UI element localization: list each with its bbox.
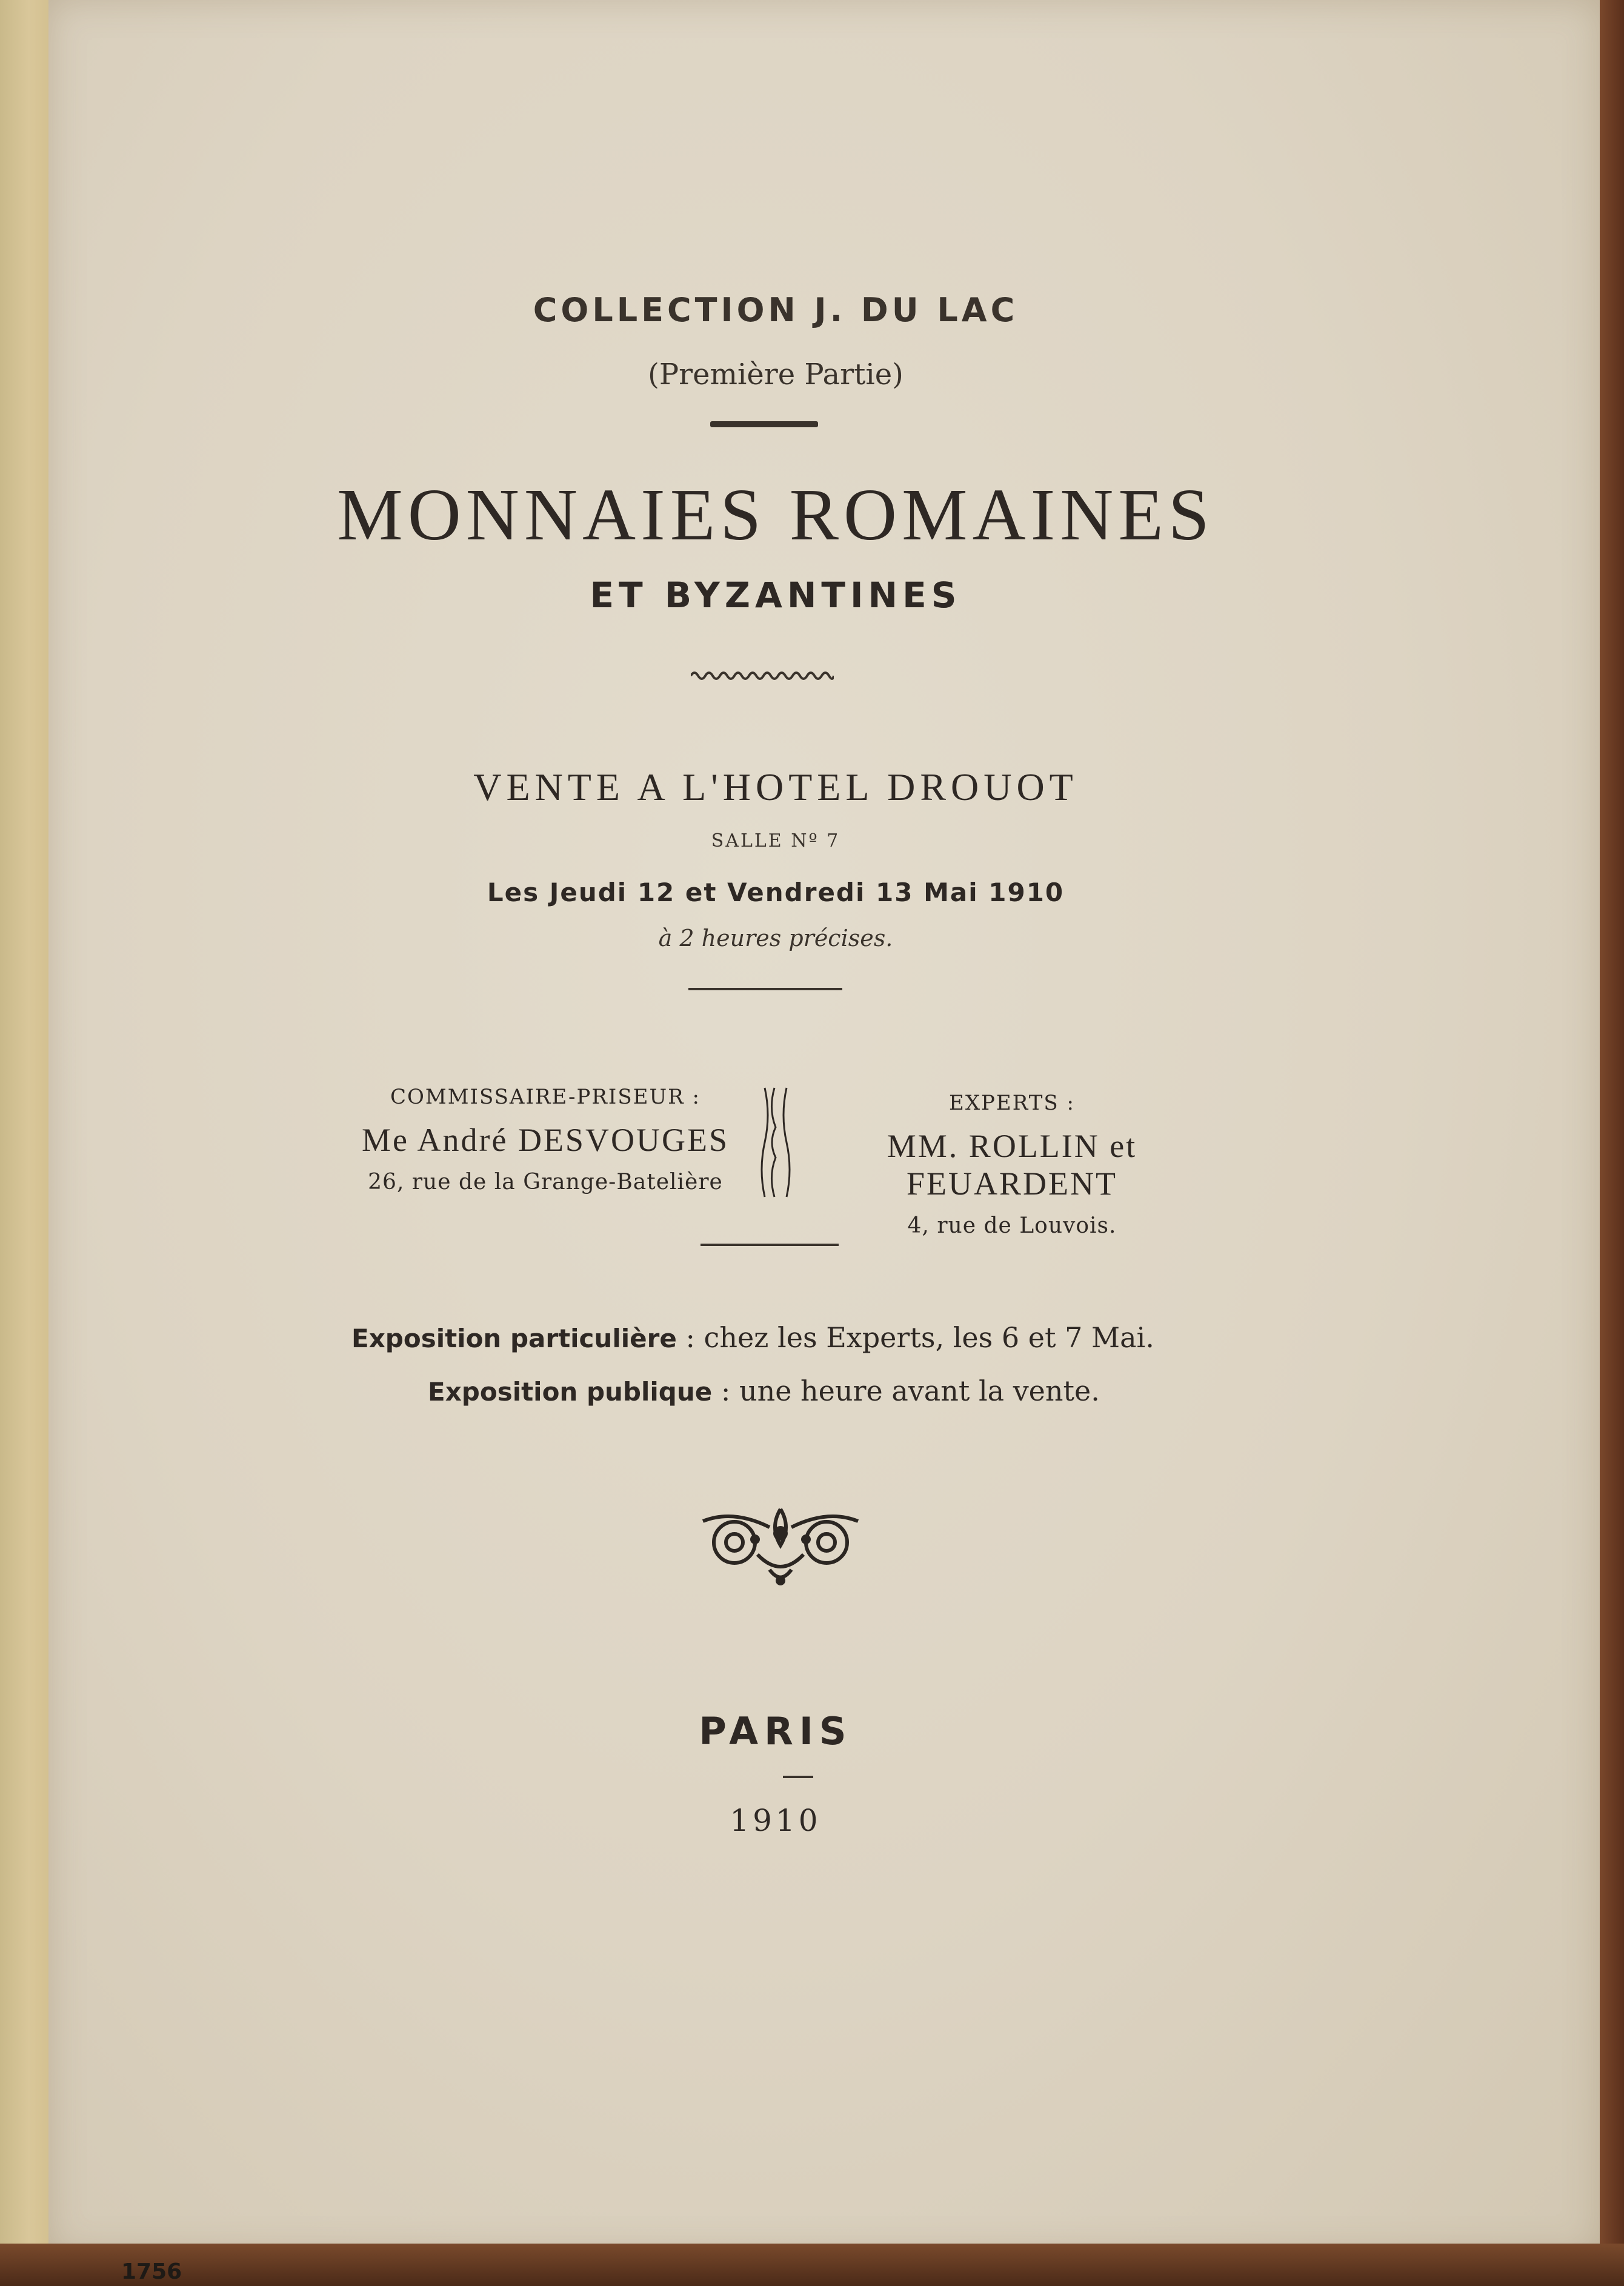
divider-thick [710,421,818,427]
main-title: MONNAIES ROMAINES [337,474,1214,556]
collection-heading: COLLECTION J. DU LAC [533,291,1019,329]
main-subtitle: ET BYZANTINES [590,575,962,616]
divider-thin-2 [701,1244,839,1246]
divider-thin [688,988,842,990]
fleuron-ornament-icon [697,1497,864,1588]
sale-dates: Les Jeudi 12 et Vendredi 13 Mai 1910 [487,878,1065,907]
experts-name: MM. ROLLIN et FEUARDENT [887,1128,1137,1202]
private-exhibition-text: : chez les Experts, les 6 et 7 Mai. [685,1321,1154,1354]
private-exhibition-label: Exposition particulière [351,1324,677,1353]
book-edge-bottom [0,2244,1624,2286]
title-page [48,0,1600,2254]
imprint-year: 1910 [730,1803,822,1838]
auctioneer-name: Me André DESVOUGES [362,1122,729,1158]
sale-room: SALLE Nº 7 [711,830,840,851]
auctioneer-address: 26, rue de la Grange-Batelière [368,1170,723,1195]
part-subheading: (Première Partie) [648,358,904,392]
wavy-divider [691,667,834,685]
auctioneer-block [315,1085,776,1195]
experts-label: EXPERTS : [949,1091,1075,1115]
experts-block [782,1091,1242,1238]
sale-venue: VENTE A L'HOTEL DROUOT [473,765,1078,808]
private-exhibition [351,1321,1260,1354]
divider-short [783,1776,813,1778]
imprint-city: PARIS [699,1709,853,1753]
auctioneer-label: COMMISSAIRE-PRISEUR : [390,1085,701,1109]
sale-time: à 2 heures précises. [658,925,893,951]
public-exhibition [428,1375,1337,1407]
public-exhibition-text: : une heure avant la vente. [720,1375,1100,1407]
inventory-stamp: 1756 [121,2259,182,2284]
public-exhibition-label: Exposition publique [428,1377,713,1407]
experts-address: 4, rue de Louvois. [907,1213,1117,1238]
